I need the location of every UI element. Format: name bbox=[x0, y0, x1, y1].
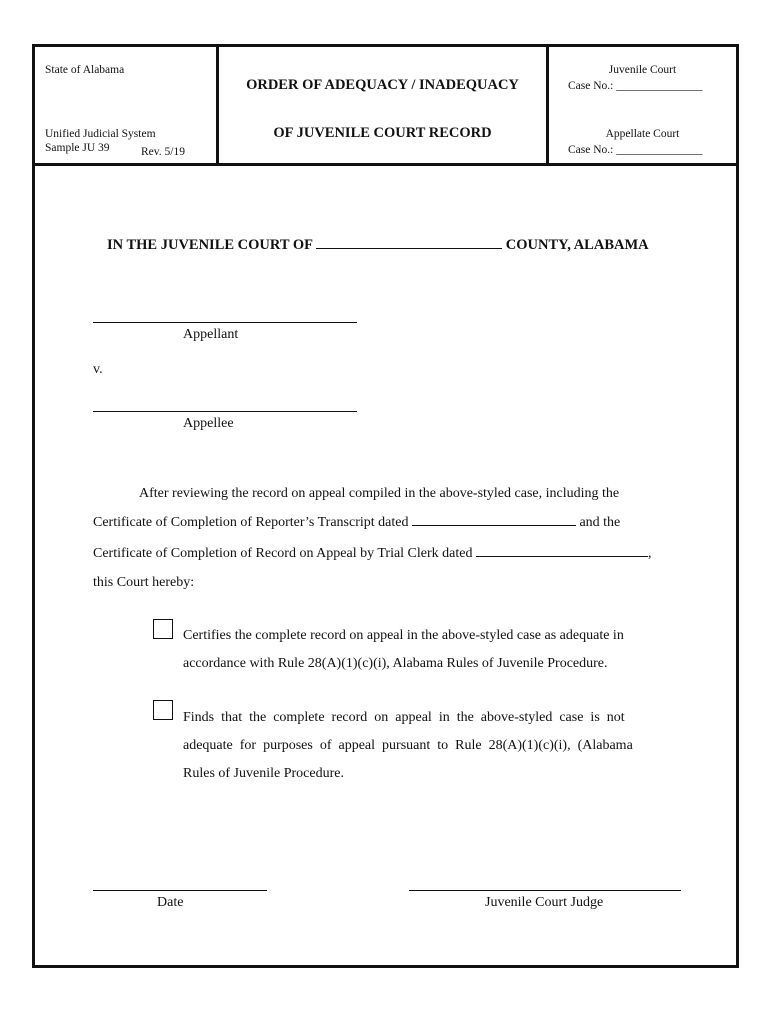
body-line-4: this Court hereby: bbox=[93, 575, 195, 590]
appellee-signature-line[interactable] bbox=[93, 411, 357, 412]
appellant-signature-line[interactable] bbox=[93, 322, 357, 323]
adequate-text-line1: Certifies the complete record on appeal in the above-styled case as adequate in bbox=[183, 628, 624, 643]
form-id: Sample JU 39 bbox=[45, 142, 110, 154]
appellee-label: Appellee bbox=[183, 416, 234, 431]
adequate-checkbox[interactable] bbox=[153, 619, 173, 639]
transcript-date-blank[interactable] bbox=[412, 524, 576, 526]
date-signature-line[interactable] bbox=[93, 890, 267, 891]
appellate-court-label: Appellate Court bbox=[605, 128, 680, 140]
body-line-3 bbox=[93, 546, 651, 562]
appellant-label: Appellant bbox=[183, 327, 239, 342]
system-label: Unified Judicial System bbox=[45, 128, 156, 140]
inadequate-text-line1: Finds that the complete record on appeal in the above-styled case is not bbox=[183, 710, 625, 725]
county-blank[interactable] bbox=[316, 247, 502, 249]
judge-label: Juvenile Court Judge bbox=[485, 895, 604, 910]
court-heading bbox=[107, 237, 649, 254]
juvenile-case-number: Case No.: _______________ bbox=[568, 80, 703, 92]
body-line-2 bbox=[93, 515, 620, 531]
appellate-case-number: Case No.: _______________ bbox=[568, 144, 703, 156]
body-line-2-end: and the bbox=[579, 515, 621, 530]
body-line-1: After reviewing the record on appeal compiled in the above-styled case, including the bbox=[139, 486, 620, 501]
header-left-cell bbox=[35, 47, 216, 163]
clerk-date-blank[interactable] bbox=[476, 555, 648, 557]
court-heading-suffix: COUNTY, ALABAMA bbox=[505, 237, 649, 253]
form-title-line1: ORDER OF ADEQUACY / INADEQUACY bbox=[246, 77, 519, 93]
juvenile-court-label: Juvenile Court bbox=[608, 64, 677, 76]
inadequate-text-line2: adequate for purposes of appeal pursuant to Rule 28(A)(1)(c)(i), (Alabama bbox=[183, 738, 633, 753]
body-line-3-end: , bbox=[647, 546, 652, 561]
state-label: State of Alabama bbox=[45, 64, 125, 76]
header-title-cell bbox=[216, 47, 549, 163]
inadequate-text-line3: Rules of Juvenile Procedure. bbox=[183, 766, 344, 781]
judge-signature-line[interactable] bbox=[409, 890, 681, 891]
header-right-cell bbox=[549, 47, 736, 163]
form-title-line2: OF JUVENILE COURT RECORD bbox=[273, 125, 492, 141]
trial-clerk-text: Certificate of Completion of Record on Appeal by Trial Clerk dated bbox=[93, 546, 473, 561]
date-label: Date bbox=[157, 895, 184, 910]
adequate-text-line2: accordance with Rule 28(A)(1)(c)(i), Alabama Rules of Juvenile Procedure. bbox=[183, 656, 608, 671]
reporter-transcript-text: Certificate of Completion of Reporter’s Transcript dated bbox=[93, 515, 409, 530]
versus-label: v. bbox=[93, 362, 103, 377]
order-form bbox=[32, 44, 739, 968]
revision-label: Rev. 5/19 bbox=[141, 146, 185, 158]
inadequate-checkbox[interactable] bbox=[153, 700, 173, 720]
form-header bbox=[35, 47, 736, 166]
court-heading-prefix: IN THE JUVENILE COURT OF bbox=[107, 237, 313, 253]
